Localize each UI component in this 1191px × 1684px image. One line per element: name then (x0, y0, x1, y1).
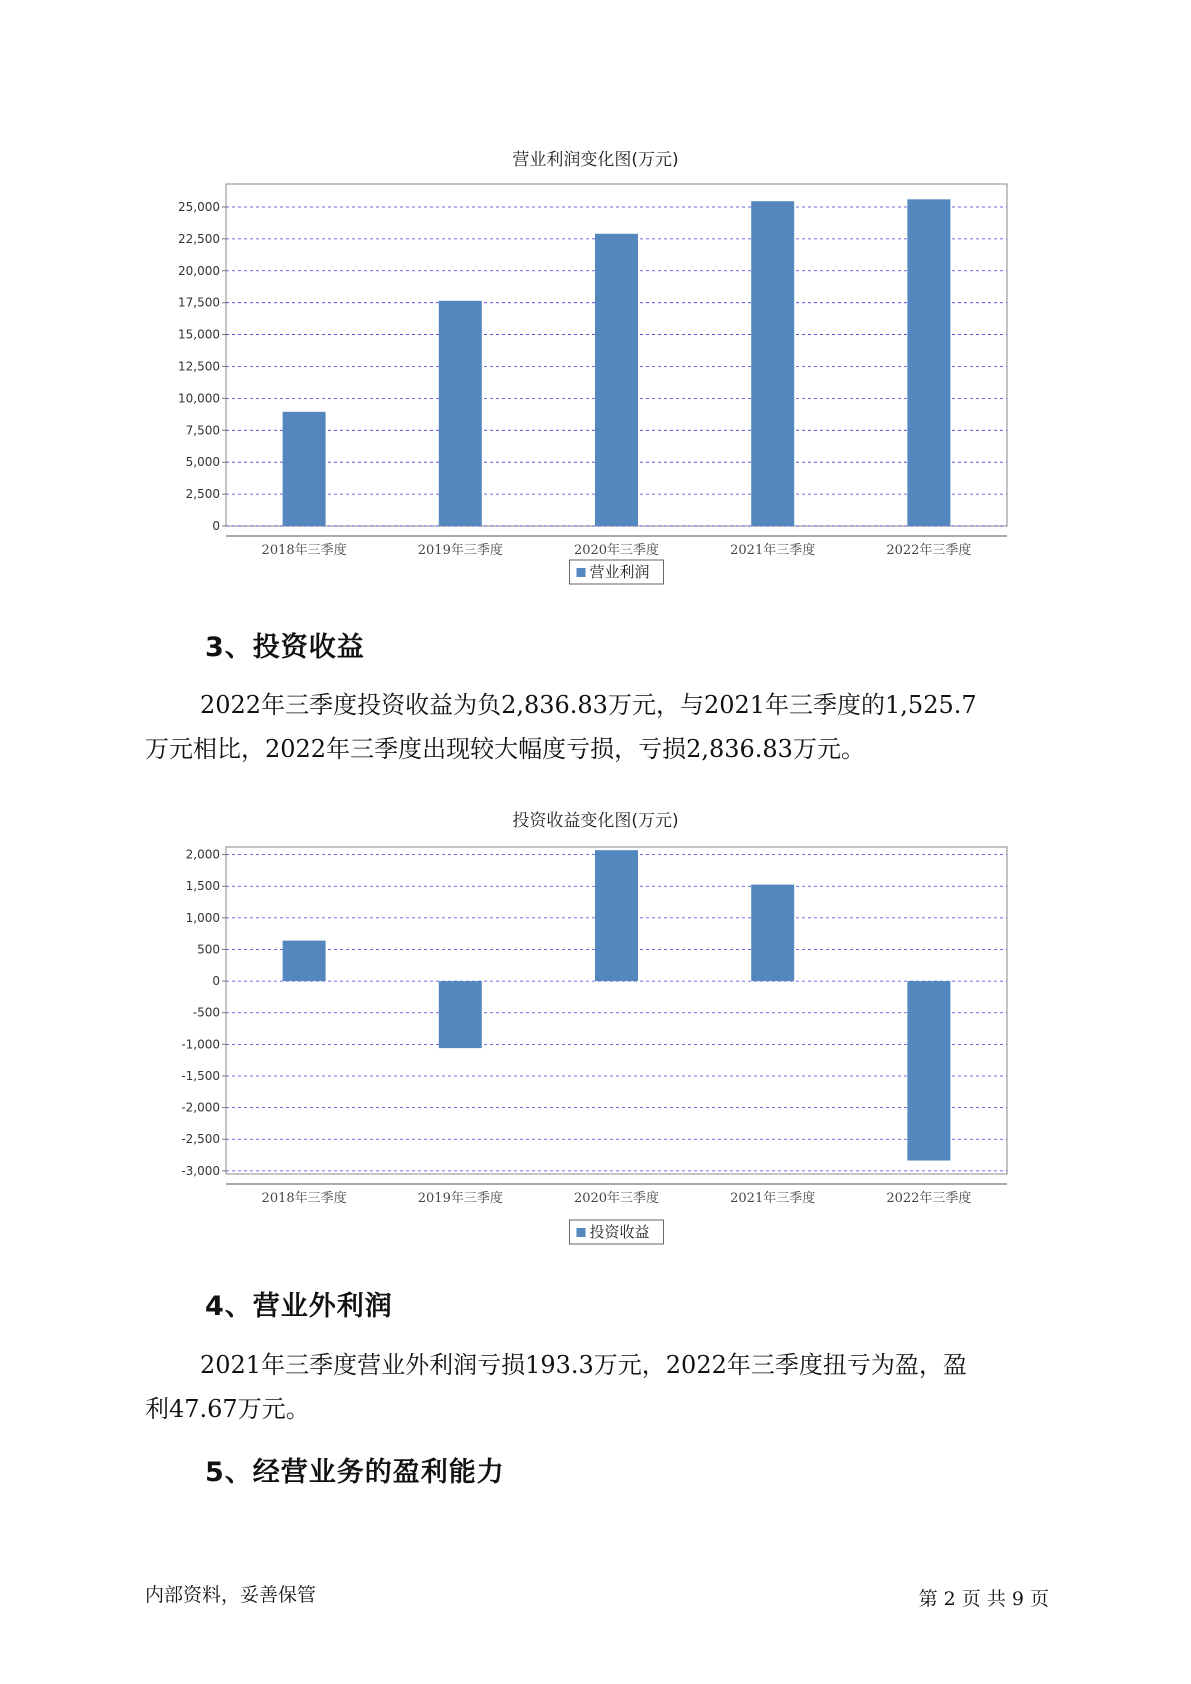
section-4-heading: 4、营业外利润 (205, 1291, 393, 1322)
section-5-heading: 5、经营业务的盈利能力 (205, 1457, 505, 1488)
x-tick-label: 2022年三季度 (886, 543, 972, 558)
x-tick-label: 2019年三季度 (417, 543, 503, 558)
y-tick-label: 2,000 (185, 847, 220, 862)
section-3-line-2: 万元相比，2022年三季度出现较大幅度亏损，亏损2,836.83万元。 (145, 735, 865, 763)
x-tick-label: 2021年三季度 (730, 543, 816, 558)
y-tick-label: 20,000 (178, 263, 220, 278)
y-tick-label: 2,500 (185, 487, 220, 502)
y-tick-label: -3,000 (181, 1163, 220, 1178)
y-tick-label: 0 (212, 519, 220, 533)
bar-5 (907, 981, 950, 1160)
y-tick-label: 1,500 (185, 879, 220, 894)
legend-label: 营业利润 (589, 563, 650, 581)
y-tick-label: 25,000 (178, 199, 220, 214)
chart-1-title: 营业利润变化图(万元) (512, 150, 679, 170)
x-tick-label: 2018年三季度 (261, 543, 347, 558)
x-tick-label: 2020年三季度 (573, 1191, 660, 1206)
x-tick-label: 2021年三季度 (730, 1191, 816, 1206)
y-tick-label: 7,500 (185, 423, 220, 438)
y-tick-label: 10,000 (178, 391, 220, 406)
y-tick-label: 15,000 (178, 327, 220, 342)
bar-4 (751, 885, 794, 981)
x-tick-label: 2018年三季度 (261, 1191, 347, 1206)
y-tick-label: 500 (197, 942, 220, 957)
section-4-line-2: 利47.67万元。 (145, 1395, 310, 1423)
legend (570, 1220, 664, 1244)
footer-page-number: 第 2 页 共 9 页 (918, 1588, 1049, 1610)
x-tick-label: 2022年三季度 (886, 1191, 972, 1206)
y-tick-label: -1,000 (181, 1037, 220, 1052)
section-4-line-1: 2021年三季度营业外利润亏损193.3万元，2022年三季度扭亏为盈，盈 (200, 1351, 967, 1379)
bar-3 (595, 850, 638, 981)
y-tick-label: -500 (192, 1005, 220, 1020)
legend-swatch (577, 1228, 586, 1237)
y-tick-label: 22,500 (178, 231, 220, 246)
legend-label: 投资收益 (589, 1223, 650, 1241)
y-tick-label: -2,500 (181, 1132, 220, 1147)
section-4-paragraph (145, 1343, 1065, 1431)
y-tick-label: -1,500 (181, 1068, 220, 1083)
footer-confidential-note: 内部资料，妥善保管 (145, 1584, 317, 1606)
y-tick-label: 1,000 (185, 910, 220, 925)
bar-1 (283, 941, 326, 981)
bar-2 (439, 981, 482, 1048)
section-3-line-1: 2022年三季度投资收益为负2,836.83万元，与2021年三季度的1,525.7 (200, 691, 977, 719)
y-tick-label: 0 (212, 974, 220, 989)
x-tick-label: 2020年三季度 (573, 543, 660, 558)
y-tick-label: 17,500 (178, 295, 220, 310)
x-tick-label: 2019年三季度 (417, 1191, 503, 1206)
chart-2-title: 投资收益变化图(万元) (512, 811, 679, 831)
y-tick-label: -2,000 (181, 1100, 220, 1115)
y-tick-label: 5,000 (185, 455, 220, 470)
y-tick-label: 12,500 (178, 359, 220, 374)
section-3-heading: 3、投资收益 (205, 632, 365, 663)
